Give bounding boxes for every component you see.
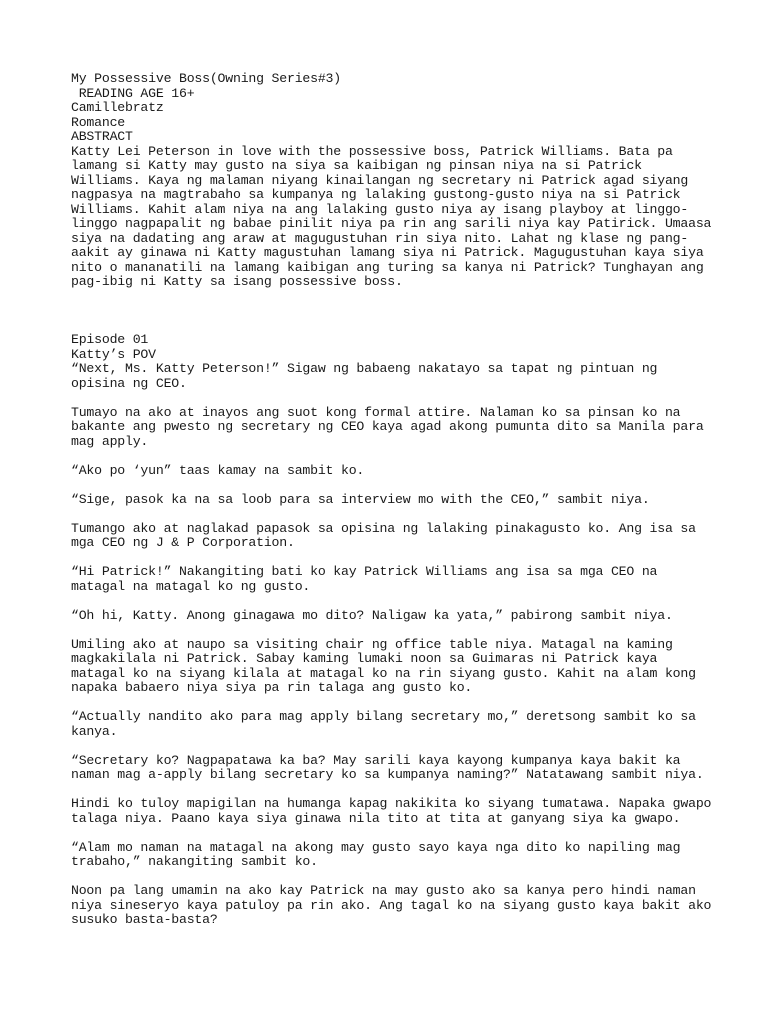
- paragraph-line: kanya.: [71, 723, 118, 739]
- paragraph-line: Noon pa lang umamin na ako kay Patrick na may gusto ako sa kanya pero hindi naman: [71, 883, 696, 898]
- paragraph-line: magkakilala ni Patrick. Sabay kaming lumaki noon sa Guimaras ni Patrick kaya: [71, 651, 658, 666]
- paragraph-line: naman mag a-apply bilang secretary ko sa kumpanya naming?” Natatawang sambit niya.: [71, 767, 704, 782]
- story-paragraph: [71, 841, 751, 870]
- story-body: [71, 362, 751, 928]
- paragraph-spacer: [71, 739, 751, 754]
- abstract-line: aakit ay ginawa ni Katty magustuhan lamang siya ni Patrick. Magugustuhan kaya siya: [71, 245, 704, 260]
- abstract-line: pag-ibig ni Katty sa isang possessive boss.: [71, 274, 403, 289]
- episode-title: Episode 01: [71, 332, 149, 347]
- story-paragraph: [71, 493, 751, 508]
- story-paragraph: [71, 522, 751, 551]
- paragraph-spacer: [71, 870, 751, 885]
- paragraph-line: “Alam mo naman na matagal na akong may gusto sayo kaya nga dito ko napiling mag: [71, 839, 681, 855]
- paragraph-line: Tumayo na ako at inayos ang suot kong formal attire. Nalaman ko sa pinsan ko na: [71, 404, 681, 420]
- paragraph-line: mag apply.: [71, 433, 149, 449]
- paragraph-line: “Actually nandito ako para mag apply bilang secretary mo,” deretsong sambit ko sa: [71, 709, 696, 724]
- paragraph-spacer: [71, 826, 751, 841]
- paragraph-line: bakante ang pwesto ng secretary ng CEO kaya agad akong pumunta dito sa Manila para: [71, 419, 704, 434]
- author-name: Camillebratz: [71, 100, 164, 115]
- story-paragraph: [71, 754, 751, 783]
- paragraph-line: trabaho,” nakangiting sambit ko.: [71, 854, 318, 869]
- paragraph-line: opisina ng CEO.: [71, 375, 187, 391]
- paragraph-spacer: [71, 449, 751, 464]
- abstract-body: [71, 145, 751, 290]
- paragraph-spacer: [71, 391, 751, 406]
- abstract-line: lamang si Katty may gusto na siya sa kaibigan ng pinsan niya na si Patrick: [71, 158, 642, 173]
- story-paragraph: [71, 797, 751, 826]
- paragraph-line: napaka babaero niya siya pa rin talaga ang gusto ko.: [71, 680, 473, 695]
- abstract-line: Williams. Kahit alam niya na ang lalaking gusto niya ay isang playboy at linggo-: [71, 201, 689, 217]
- abstract-line: nagpasya na magtrabaho sa kumpanya ng lalaking gustong-gusto niya na si Patrick: [71, 187, 681, 202]
- abstract-line: siya na dadating ang araw at magugustuhan rin siya nito. Lahat ng klase ng pang-: [71, 230, 689, 246]
- paragraph-line: “Sige, pasok ka na sa loob para sa interview mo with the CEO,” sambit niya.: [71, 491, 650, 507]
- document-page: [71, 72, 751, 928]
- story-paragraph: [71, 565, 751, 594]
- paragraph-spacer: [71, 696, 751, 711]
- paragraph-spacer: [71, 623, 751, 638]
- story-paragraph: [71, 406, 751, 450]
- document-title: My Possessive Boss(Owning Series#3): [71, 71, 341, 86]
- section-spacer: [71, 290, 751, 334]
- story-paragraph: [71, 609, 751, 624]
- paragraph-spacer: [71, 594, 751, 609]
- paragraph-line: matagal ko na siyang kilala at matagal ko na rin siyang gusto. Kahit na alam kong: [71, 665, 696, 681]
- story-paragraph: [71, 638, 751, 696]
- paragraph-line: talaga niya. Paano kaya siya ginawa nila tito at tita at ganyang siya ka gwapo.: [71, 810, 681, 826]
- paragraph-line: Tumango ako at naglakad papasok sa opisina ng lalaking pinakagusto ko. Ang isa sa: [71, 520, 696, 536]
- paragraph-line: “Oh hi, Katty. Anong ginagawa mo dito? Naligaw ka yata,” pabirong sambit niya.: [71, 607, 673, 623]
- story-paragraph: [71, 464, 751, 479]
- abstract-line: linggo nagpapalit ng babae pinilit niya pa rin ang sarili niya kay Patirick. Umaasa: [71, 216, 712, 231]
- paragraph-line: niya sineseryo kaya patuloy pa rin ako. Ang tagal ko na siyang gusto kaya bakit ako: [71, 897, 712, 913]
- paragraph-line: “Next, Ms. Katty Peterson!” Sigaw ng babaeng nakatayo sa tapat ng pintuan ng: [71, 361, 658, 376]
- paragraph-spacer: [71, 783, 751, 798]
- paragraph-spacer: [71, 478, 751, 493]
- genre: Romance: [71, 114, 125, 130]
- abstract-line: Katty Lei Peterson in love with the possessive boss, Patrick Williams. Bata pa: [71, 143, 673, 159]
- paragraph-spacer: [71, 507, 751, 522]
- abstract-line: Williams. Kaya ng malaman niyang kinailangan ng secretary ni Patrick agad siyang: [71, 172, 689, 188]
- paragraph-line: Umiling ako at naupo sa visiting chair ng office table niya. Matagal na kaming: [71, 636, 673, 652]
- paragraph-line: “Secretary ko? Nagpapatawa ka ba? May sarili kaya kayong kumpanya kaya bakit ka: [71, 752, 681, 768]
- reading-age: READING AGE 16+: [71, 85, 195, 101]
- story-paragraph: [71, 884, 751, 928]
- paragraph-line: Hindi ko tuloy mapigilan na humanga kapag nakikita ko siyang tumatawa. Napaka gwapo: [71, 796, 712, 811]
- story-paragraph: [71, 710, 751, 739]
- paragraph-line: “Ako po ‘yun” taas kamay na sambit ko.: [71, 462, 365, 478]
- paragraph-line: “Hi Patrick!” Nakangiting bati ko kay Patrick Williams ang isa sa mga CEO na: [71, 564, 658, 579]
- abstract-label: ABSTRACT: [71, 129, 133, 144]
- abstract-line: nito o mananatili na lamang kaibigan ang turing sa kanya ni Patrick? Tunghayan ang: [71, 259, 704, 275]
- story-paragraph: [71, 362, 751, 391]
- paragraph-line: mga CEO ng J & P Corporation.: [71, 535, 295, 550]
- paragraph-line: susuko basta-basta?: [71, 912, 218, 927]
- paragraph-line: matagal na matagal ko ng gusto.: [71, 578, 311, 594]
- paragraph-spacer: [71, 551, 751, 566]
- pov-label: Katty’s POV: [71, 346, 156, 362]
